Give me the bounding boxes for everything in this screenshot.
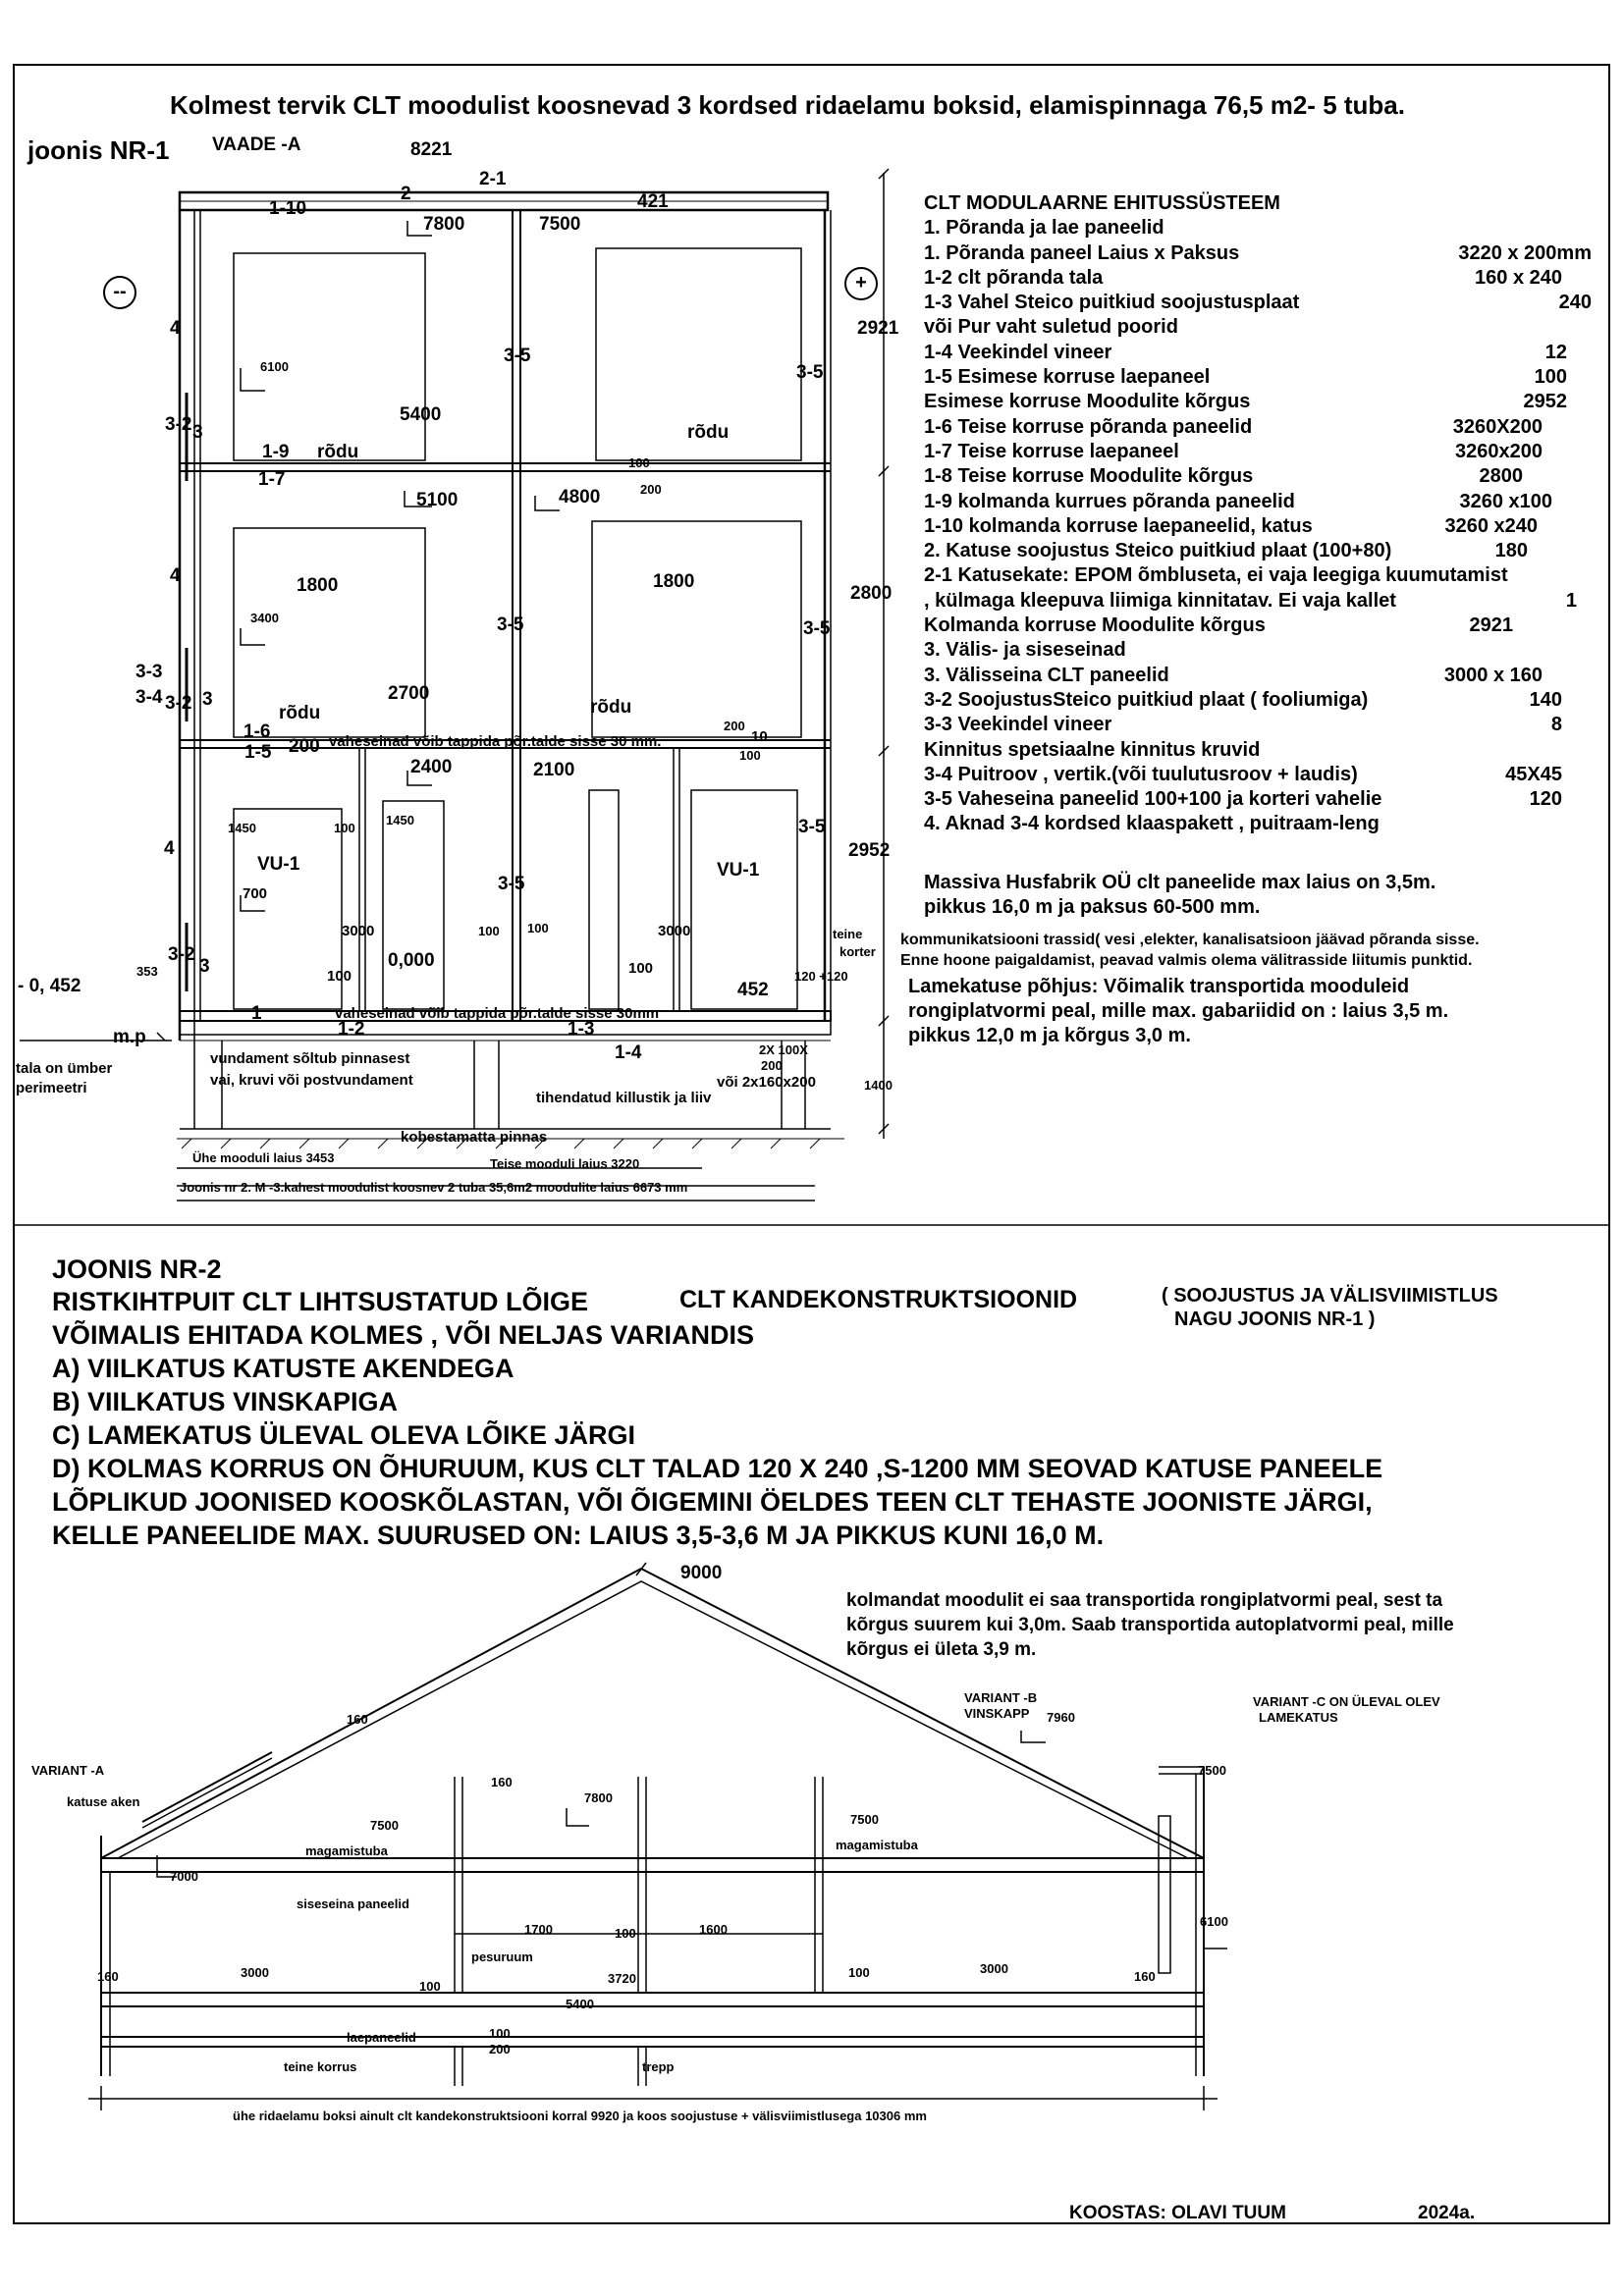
spec-row: 1-8 Teise korruse Moodulite kõrgus 2800 xyxy=(924,465,1523,488)
transport-note-3: kõrgus ei ületa 3,9 m. xyxy=(846,1639,1037,1660)
dim-100-a: 100 xyxy=(615,1926,636,1941)
dim-6100: 6100 xyxy=(260,359,289,374)
label-4-bottom: 4 xyxy=(164,838,175,859)
dim-1800-a: 1800 xyxy=(297,575,339,596)
dim-1600: 1600 xyxy=(699,1922,728,1937)
teine-korrus-label: teine korrus xyxy=(284,2059,357,2074)
label-3-5-c: 3-5 xyxy=(497,614,524,635)
label-3-5-d: 3-5 xyxy=(803,618,831,639)
bottom-dimension-note: ühe ridaelamu boksi ainult clt kandekonstruktsiooni korral 9920 ja koos soojustuse + välisviimistlusega 10306 mm xyxy=(233,2109,927,2123)
variant-c-text: C) LAMEKATUS ÜLEVAL OLEVA LÕIKE JÄRGI xyxy=(52,1420,636,1450)
dim-7500-b: 7500 xyxy=(850,1812,879,1827)
dim-2800: 2800 xyxy=(850,583,893,604)
spec-row: või Pur vaht suletud poorid xyxy=(924,316,1178,339)
spec-row: 1-10 kolmanda korruse laepaneelid, katus 3260 x240 xyxy=(924,514,1538,537)
label-3-2-a: 3-2 xyxy=(165,414,192,435)
dim-3720: 3720 xyxy=(608,1971,636,1986)
note-walls-2: vaheseinad võib tappida põr.talde sisse 30mm xyxy=(335,1005,660,1022)
dim-3400: 3400 xyxy=(250,611,279,625)
dim-1700: 1700 xyxy=(524,1922,553,1937)
label-1-4: 1-4 xyxy=(615,1042,642,1063)
vinskapp-label: VINSKAPP xyxy=(964,1706,1030,1721)
label-rodu-3: rõdu xyxy=(279,703,321,723)
main-title: Kolmest tervik CLT moodulist koosnevad 3 kordsed ridaelamu boksid, elamispinnaga 76,5 m2- 5 tuba. xyxy=(170,90,1405,120)
massiva-note-2: pikkus 16,0 m ja paksus 60-500 mm. xyxy=(924,896,1261,918)
label-3-2-b: 3-2 xyxy=(165,693,192,714)
dim-200-c: 200 xyxy=(724,719,745,733)
label-4-mid: 4 xyxy=(170,565,181,586)
transport-note-2: kõrgus suurem kui 3,0m. Saab transportida autoplatvormi peal, mille xyxy=(846,1615,1454,1635)
label-1-5: 1-5 xyxy=(244,742,272,763)
dim-100-d: 100 xyxy=(489,2026,511,2041)
spec-row: 3-5 Vaheseina paneelid 100+100 ja korteri vahelie 120 xyxy=(924,788,1562,811)
dim-3000-b: 3000 xyxy=(980,1961,1008,1976)
dim-160-a: 160 xyxy=(347,1712,368,1727)
dim-2921: 2921 xyxy=(857,318,899,339)
dim-200-b: 200 xyxy=(289,736,320,757)
katuse-aken-label: katuse aken xyxy=(67,1794,140,1809)
year: 2024a. xyxy=(1418,2203,1476,2223)
komm-note-1: kommunikatsiooni trassid( vesi ,elekter, kanalisatsioon jäävad põranda sisse. xyxy=(900,932,1480,948)
dim-120-120: 120 +120 xyxy=(794,969,848,984)
view-label: VAADE -A xyxy=(212,134,301,155)
dim-9000: 9000 xyxy=(680,1563,723,1583)
dim-5100: 5100 xyxy=(416,490,459,510)
dim-3000-b: 3000 xyxy=(658,923,691,939)
label-1-3: 1-3 xyxy=(568,1019,595,1040)
dim-2100: 2100 xyxy=(533,760,575,780)
label-vu1-a: VU-1 xyxy=(257,854,300,875)
section2-final-1: LÕPLIKUD JOONISED KOOSKÕLASTAN, VÕI ÕIGEMINI ÖELDES TEEN CLT TEHASTE JOONISTE JÄRGI, xyxy=(52,1487,1373,1517)
dim-4800: 4800 xyxy=(559,487,601,507)
spec-row: 3-3 Veekindel vineer 8 xyxy=(924,714,1562,736)
lamekatus-note-2: rongiplatvormi peal, mille max. gabariidid on : laius 3,5 m. xyxy=(908,1000,1449,1022)
variant-b-label: VARIANT -B xyxy=(964,1690,1038,1705)
spec-row: 3-2 SoojustusSteico puitkiud plaat ( fooliumiga) 140 xyxy=(924,688,1562,711)
section2-final-2: KELLE PANEELIDE MAX. SUURUSED ON: LAIUS 3,5-3,6 M JA PIKKUS KUNI 16,0 M. xyxy=(52,1521,1105,1550)
section2-line1c: ( SOOJUSTUS JA VÄLISVIIMISTLUS xyxy=(1162,1285,1498,1307)
dim-7500-c: 7500 xyxy=(1198,1763,1226,1778)
dim-160-c: 160 xyxy=(97,1969,119,1984)
dim-100-d: 100 xyxy=(478,924,500,938)
label-rodu-1: rõdu xyxy=(317,442,359,462)
massiva-note-1: Massiva Husfabrik OÜ clt paneelide max laius on 3,5m. xyxy=(924,872,1436,893)
label-rodu-2: rõdu xyxy=(687,422,730,443)
label-1-2: 1-2 xyxy=(338,1019,365,1040)
spec-row: Esimese korruse Moodulite kõrgus 2952 xyxy=(924,391,1567,413)
spec-row: 1-3 Vahel Steico puitkiud soojustusplaat 240 xyxy=(924,292,1592,314)
variant-d-text: D) KOLMAS KORRUS ON ÕHURUUM, KUS CLT TALAD 120 X 240 ,S-1200 MM SEOVAD KATUSE PANEELE xyxy=(52,1454,1383,1483)
transport-note-1: kolmandat moodulit ei saa transportida rongiplatvormi peal, sest ta xyxy=(846,1590,1443,1611)
label-1-6: 1-6 xyxy=(244,721,271,742)
spec-row: 4. Aknad 3-4 kordsed klaaspakett , puitraam-leng xyxy=(924,813,1380,835)
note-joonis-2: Joonis nr 2. M -3.kahest moodulist koosnev 2 tuba 35,6m2 moodulite laius 6673 mm xyxy=(180,1180,688,1195)
spec-row: 1-6 Teise korruse põranda paneelid 3260X200 xyxy=(924,415,1543,438)
dim-7500-a: 7500 xyxy=(370,1818,399,1833)
label-3-c: 3 xyxy=(199,956,210,977)
section2-line2: VÕIMALIS EHITADA KOLMES , VÕI NELJAS VARIANDIS xyxy=(52,1320,755,1350)
minus-marker: -- xyxy=(103,276,136,309)
spec-row: 3. Välisseina CLT paneelid 3000 x 160 xyxy=(924,664,1543,686)
note-tala-1: tala on ümber xyxy=(16,1060,113,1077)
spec-row: 1. Põranda ja lae paneelid xyxy=(924,217,1164,240)
label-1: 1 xyxy=(251,1003,262,1024)
spec-row: 1-2 clt põranda tala 160 x 240 xyxy=(924,266,1562,289)
variant-c-label: VARIANT -C ON ÜLEVAL OLEV xyxy=(1253,1694,1440,1709)
spec-row: 2-1 Katusekate: EPOM õmbluseta, ei vaja leegiga kuumutamist xyxy=(924,564,1508,587)
note-tala-2: perimeetri xyxy=(16,1080,87,1096)
magamistuba-1: magamistuba xyxy=(305,1843,388,1858)
note-kobestamatta: kobestamatta pinnas xyxy=(401,1129,548,1146)
dim-160-d: 160 xyxy=(1134,1969,1156,1984)
dim-200-d: 200 xyxy=(761,1058,783,1073)
label-teine: teine xyxy=(833,927,863,941)
lamekatus-label: LAMEKATUS xyxy=(1259,1710,1338,1725)
spec-row: 1-5 Esimese korruse laepaneel 100 xyxy=(924,366,1567,389)
note-vundament-1: vundament sõltub pinnasest xyxy=(210,1050,410,1067)
dim-100-g: 100 xyxy=(628,960,654,977)
dim-100-c: 100 xyxy=(848,1965,870,1980)
dim-200: 200 xyxy=(489,2042,511,2056)
komm-note-2: Enne hoone paigaldamist, peavad valmis olema välitrasside liitumis punktid. xyxy=(900,952,1473,969)
note-tihendatud: tihendatud killustik ja liiv xyxy=(536,1090,712,1106)
label-mp: m.p xyxy=(113,1027,146,1047)
dim-160-b: 160 xyxy=(491,1775,513,1789)
spec-row: 3. Välis- ja siseseinad xyxy=(924,639,1126,662)
dim-200-a: 200 xyxy=(640,482,662,497)
magamistuba-2: magamistuba xyxy=(836,1838,918,1852)
dim-6100: 6100 xyxy=(1200,1914,1228,1929)
dim-7800: 7800 xyxy=(423,214,465,235)
label-1-7: 1-7 xyxy=(258,469,286,490)
spec-row: 1-7 Teise korruse laepaneel 3260x200 xyxy=(924,440,1543,462)
siseseina-paneelid: siseseina paneelid xyxy=(297,1896,409,1911)
module-width-1: Ühe mooduli laius 3453 xyxy=(192,1150,335,1165)
spec-row: 1-4 Veekindel vineer 12 xyxy=(924,341,1567,363)
module-width-2: Teise mooduli laius 3220 xyxy=(490,1156,640,1171)
dim-2400: 2400 xyxy=(410,757,453,777)
label-rodu-4: rõdu xyxy=(590,697,632,718)
dim-7500: 7500 xyxy=(539,214,581,235)
label-3-3: 3-3 xyxy=(135,662,163,682)
spec-row: Kolmanda korruse Moodulite kõrgus 2921 xyxy=(924,614,1513,637)
note-vundament-2: vai, kruvi või postvundament xyxy=(210,1072,413,1089)
dim-1800-b: 1800 xyxy=(653,571,695,592)
dim-100-c: 100 xyxy=(334,821,355,835)
spec-row: 3-4 Puitroov , vertik.(või tuulutusroov + laudis) 45X45 xyxy=(924,763,1562,785)
dim-2x160: või 2x160x200 xyxy=(717,1074,816,1091)
label-2: 2 xyxy=(401,184,411,204)
spec-list xyxy=(924,192,1611,838)
label-3-b: 3 xyxy=(202,689,213,710)
section2-line1b: CLT KANDEKONSTRUKTSIOONID xyxy=(679,1286,1078,1313)
dim-100-f: 100 xyxy=(327,968,352,985)
dim-353: 353 xyxy=(136,964,158,979)
dim-2952: 2952 xyxy=(848,840,891,861)
dim-2700: 2700 xyxy=(388,683,430,704)
dim-1450-b: 1450 xyxy=(386,813,414,828)
label-korter: korter xyxy=(839,944,876,959)
label-1-9: 1-9 xyxy=(262,442,290,462)
label-4-top: 4 xyxy=(170,318,181,339)
spec-row: 1-9 kolmanda kurrues põranda paneelid 3260 x100 xyxy=(924,490,1552,512)
drawing-number: joonis NR-1 xyxy=(27,135,170,165)
dim-421: 421 xyxy=(637,191,669,212)
label-3-5-a: 3-5 xyxy=(504,346,531,366)
section2-line1: RISTKIHTPUIT CLT LIHTSUSTATUD LÕIGE xyxy=(52,1287,588,1316)
spec-row: 2. Katuse soojustus Steico puitkiud plaat (100+80) 180 xyxy=(924,540,1528,562)
dim-7000: 7000 xyxy=(170,1869,198,1884)
label-3-4: 3-4 xyxy=(135,687,163,708)
dim-3000-a: 3000 xyxy=(342,923,375,939)
dim-1400: 1400 xyxy=(864,1078,893,1093)
label-3-5-f: 3-5 xyxy=(498,874,525,894)
elevation-minus-0452: - 0, 452 xyxy=(18,976,81,996)
label-3-a: 3 xyxy=(192,422,203,443)
spec-row: 1. Põranda paneel Laius x Paksus 3220 x 200mm xyxy=(924,241,1592,264)
dim-5400: 5400 xyxy=(400,404,442,425)
variant-a-label: VARIANT -A xyxy=(31,1763,105,1778)
lamekatus-note-1: Lamekatuse põhjus: Võimalik transportida mooduleid xyxy=(908,976,1410,997)
dim-7800: 7800 xyxy=(584,1790,613,1805)
label-1-10: 1-10 xyxy=(269,198,307,219)
dim-100-a: 100 xyxy=(628,455,650,470)
section2-line1d: NAGU JOONIS NR-1 ) xyxy=(1174,1308,1376,1330)
spec-row: CLT MODULAARNE EHITUSSÜSTEEM xyxy=(924,192,1280,214)
dim-100-b: 100 xyxy=(739,748,761,763)
dim-2x100: 2X 100X xyxy=(759,1042,808,1057)
pesuruum-label: pesuruum xyxy=(471,1949,533,1964)
label-2-1: 2-1 xyxy=(479,169,507,189)
variant-b-text: B) VIILKATUS VINSKAPIGA xyxy=(52,1387,399,1416)
dim-700: 700 xyxy=(243,885,268,902)
variant-a-text: A) VIILKATUS KATUSTE AKENDEGA xyxy=(52,1354,514,1383)
dim-8221: 8221 xyxy=(410,139,453,160)
dim-3000-a: 3000 xyxy=(241,1965,269,1980)
label-3-2-c: 3-2 xyxy=(168,944,195,965)
dim-452: 452 xyxy=(737,980,769,1000)
spec-row: Kinnitus spetsiaalne kinnitus kruvid xyxy=(924,738,1261,761)
lamekatus-note-3: pikkus 12,0 m ja kõrgus 3,0 m. xyxy=(908,1025,1191,1046)
label-vu1-b: VU-1 xyxy=(717,860,760,881)
dim-0000: 0,000 xyxy=(388,950,435,971)
dim-1450-a: 1450 xyxy=(228,821,256,835)
dim-100-e: 100 xyxy=(527,921,549,935)
laepaneelid-label: laepaneelid xyxy=(347,2030,416,2045)
label-3-5-b: 3-5 xyxy=(796,362,824,383)
dim-100-b: 100 xyxy=(419,1979,441,1994)
label-3-5-e: 3-5 xyxy=(798,817,826,837)
author: KOOSTAS: OLAVI TUUM xyxy=(1069,2203,1286,2223)
plus-marker: + xyxy=(844,267,878,300)
dim-7960: 7960 xyxy=(1047,1710,1075,1725)
spec-row: , külmaga kleepuva liimiga kinnitatav. Ei vaja kallet 1 xyxy=(924,589,1577,612)
dim-10: 10 xyxy=(751,728,768,745)
note-walls-1: vaheseinad võib tappida põr.talde sisse 30 mm. xyxy=(329,733,662,750)
joonis-nr2-title: JOONIS NR-2 xyxy=(52,1255,222,1284)
trepp-label: trepp xyxy=(642,2059,675,2074)
dim-5400: 5400 xyxy=(566,1997,594,2011)
